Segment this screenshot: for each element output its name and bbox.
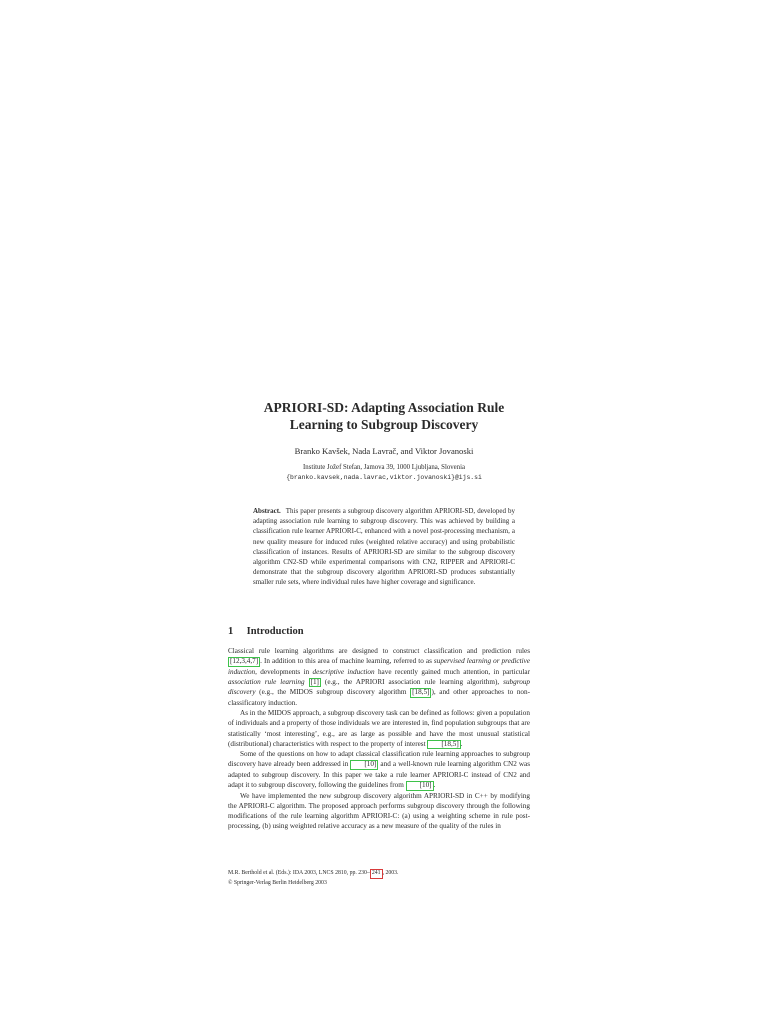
title-line-2: Learning to Subgroup Discovery xyxy=(289,417,479,432)
abstract-label: Abstract. xyxy=(253,507,281,515)
author-emails: {branko.kavsek,nada.lavrac,viktor.jovanoski}@ijs.si xyxy=(286,474,482,481)
p1-italic-3: association rule learning xyxy=(228,677,305,686)
footer-citation xyxy=(228,869,530,879)
p3-text-c: . xyxy=(433,781,436,790)
p1-italic-1: supervised learning or predictive induction xyxy=(228,657,530,676)
abstract-text: This paper presents a subgroup discovery algorithm APRIORI-SD, developed by adapting association rule learning to subgroup discovery. This was achieved by building a classification rule learner APRIORI-C, enhanced with a novel post-processing mechanism, a new quality measure for induced rules (weighted relative accuracy) and using probabilistic classification of instances. Results of APRIORI-SD are similar to the subgroup discovery algorithm CN2-SD while experimental comparisons with CN2, RIPPER and APRIORI-C demonstrate that the subgroup discovery algorithm APRIORI-SD produces substantially smaller rule sets, where individual rules have higher coverage and significance. xyxy=(253,507,516,587)
citation-link[interactable]: [18,5] xyxy=(412,688,430,697)
page-link[interactable]: 241 xyxy=(370,869,383,879)
body-text xyxy=(228,646,530,831)
abstract xyxy=(253,506,515,588)
footer-text-a: M.R. Berthold et al. (Eds.): IDA 2003, LNCS 2810, pp. 230– xyxy=(228,870,370,876)
footer-text-b: , 2003. xyxy=(382,870,399,876)
paragraph-3 xyxy=(228,749,530,790)
p1-text-e: (e.g., the APRIORI association rule learning algorithm), xyxy=(324,677,500,686)
section-heading xyxy=(228,625,528,638)
p1-italic-4: subgroup discovery xyxy=(228,677,531,697)
p1-text-c: , developments in xyxy=(255,667,310,676)
title-line-1: APRIORI-SD: Adapting Association Rule xyxy=(263,400,505,415)
p1-text-b: . In addition to this area of machine learning, referred to as xyxy=(260,657,432,666)
affiliation: Institute Jožef Stefan, Jamova 39, 1000 Ljubljana, Slovenia xyxy=(303,464,465,471)
paragraph-1 xyxy=(228,646,530,708)
affiliation-block xyxy=(228,463,540,483)
p1-text-d: have recently gained much attention, in particular xyxy=(377,667,531,676)
paragraph-4: We have implemented the new subgroup discovery algorithm APRIORI-SD in C++ by modifying the APRIORI-C algorithm. The proposed approach performs subgroup discovery through the following modifications of the rule learning algorithm APRIORI-C: (a) using a weighting scheme in rule post-processing, (b) using weighted relative accuracy as a new measure of the quality of the rules in xyxy=(228,791,530,831)
paragraph-2 xyxy=(228,708,530,749)
p1-text-g: ), and other approaches to non-classificatory induction. xyxy=(228,688,530,707)
section-title: Introduction xyxy=(246,626,304,637)
author-list: Branko Kavšek, Nada Lavrač, and Viktor Jovanoski xyxy=(294,446,474,456)
citation-link[interactable]: [10] xyxy=(406,781,434,791)
section-number: 1 xyxy=(228,626,234,637)
p1-text-f: (e.g., the MIDOS subgroup discovery algorithm xyxy=(259,688,407,697)
p2-text-b: . xyxy=(460,739,463,748)
citation-link[interactable]: [12,3,4,7] xyxy=(230,657,259,666)
copyright-line: © Springer-Verlag Berlin Heidelberg 2003 xyxy=(228,879,327,886)
p3-text-b: and a well-known rule learning algorithm CN2 was adapted to subgroup discovery. In this paper we take a rule learner APRIORI-C instead of CN2 and adapt it to subgroup discovery, following the guidelines from xyxy=(228,760,531,790)
p3-text-a: Some of the questions on how to adapt classical classification rule learning approaches to subgroup discovery have already been addressed in xyxy=(228,750,530,769)
page-footer xyxy=(228,869,530,887)
citation-link[interactable]: [18,5] xyxy=(427,740,460,750)
citation-link[interactable]: [1] xyxy=(310,677,319,686)
p1-text-a: Classical rule learning algorithms are designed to construct classification and prediction rules xyxy=(228,647,530,655)
citation-link[interactable]: [10] xyxy=(350,760,378,770)
p2-text-a: As in the MIDOS approach, a subgroup discovery task can be defined as follows: given a population of individuals and a property of those individuals we are interested in, find population subgroups that are statistically ‘most interesting’, e.g., are as large as possible and have the most unusual statistical (distributional) characteristics with respect to the property of interest xyxy=(228,709,530,748)
paper-title xyxy=(228,399,540,433)
p1-italic-2: descriptive induction xyxy=(312,667,375,676)
